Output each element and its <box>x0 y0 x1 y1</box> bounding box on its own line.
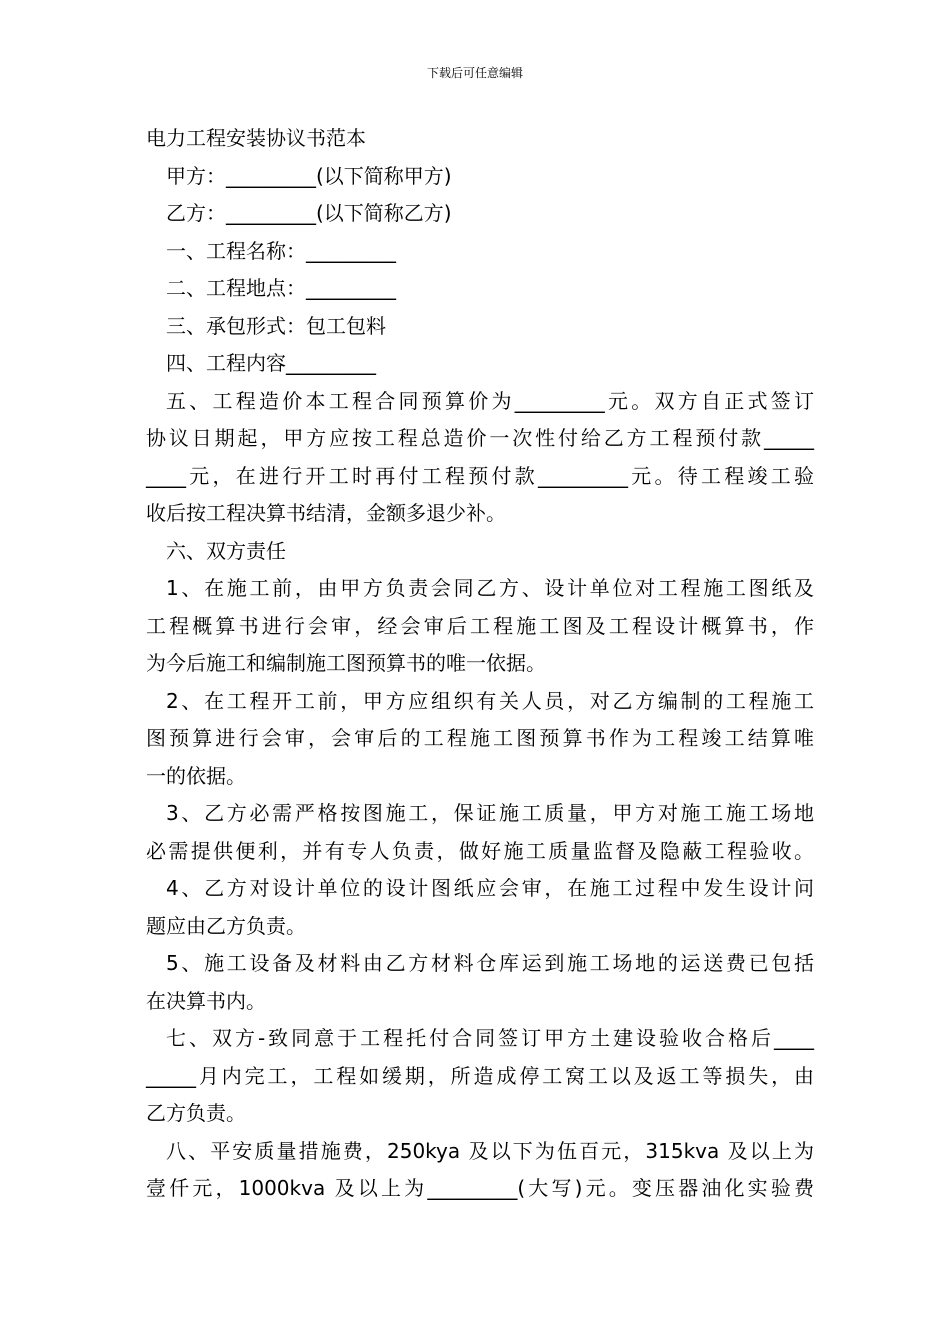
document-line: 协议日期起，甲方应按工程总造价一次性付给乙方工程预付款_____ <box>146 426 814 450</box>
document-line: 乙方：_________(以下简称乙方) <box>166 201 452 225</box>
document-line: 图预算进行会审，会审后的工程施工图预算书作为工程竣工结算唯 <box>146 726 814 750</box>
document-line: 三、承包形式：包工包料 <box>166 313 386 338</box>
document-line: 收后按工程决算书结清，金额多退少补。 <box>146 501 506 525</box>
document-line: 在决算书内。 <box>146 988 266 1013</box>
document-body <box>146 120 814 1208</box>
document-line: 四、工程内容_________ <box>166 351 376 375</box>
document-line: 题应由乙方负责。 <box>146 913 306 938</box>
document-line: 甲方：_________(以下简称甲方) <box>166 163 452 188</box>
document-title: 电力工程安装协议书范本 <box>146 126 366 150</box>
document-line: 5、施工设备及材料由乙方材料仓库运到施工场地的运送费已包括 <box>166 951 814 975</box>
document-line: 一、工程名称：_________ <box>166 238 396 263</box>
document-line: 乙方负责。 <box>146 1101 246 1125</box>
page-header-note: 下载后可任意编辑 <box>426 66 523 80</box>
document-line: 八、平安质量措施费，250kya 及以下为伍百元，315kva 及以上为 <box>166 1138 814 1163</box>
document-line: 必需提供便利，并有专人负责，做好施工质量监督及隐蔽工程验收。 <box>146 838 814 863</box>
document-line: _____月内完工，工程如缓期，所造成停工窝工以及返工等损失，由 <box>146 1063 814 1088</box>
document-line: 二、工程地点：_________ <box>166 276 396 300</box>
document-line: 为今后施工和编制施工图预算书的唯一依据。 <box>146 651 546 675</box>
document-line: 1、在施工前，由甲方负责会同乙方、设计单位对工程施工图纸及 <box>166 576 814 600</box>
document-line: 一的依据。 <box>146 763 246 788</box>
document-line: 2、在工程开工前，甲方应组织有关人员，对乙方编制的工程施工 <box>166 688 814 713</box>
document-line: 工程概算书进行会审，经会审后工程施工图及工程设计概算书，作 <box>146 613 814 638</box>
document-line: 六、双方责任 <box>166 538 286 563</box>
document-line: 3、乙方必需严格按图施工，保证施工质量，甲方对施工施工场地 <box>166 801 814 825</box>
document-line: 4、乙方对设计单位的设计图纸应会审，在施工过程中发生设计问 <box>166 876 814 900</box>
document-line: 五、工程造价本工程合同预算价为_________元。双方自正式签订 <box>166 388 814 413</box>
document-line: 壹仟元，1000kva 及以上为_________(大写)元。变压器油化实验费 <box>146 1176 814 1200</box>
document-line: 七、双方-致同意于工程托付合同签订甲方土建设验收合格后____ <box>166 1026 814 1050</box>
document-line: ____元，在进行开工时再付工程预付款_________元。待工程竣工验 <box>146 463 814 488</box>
